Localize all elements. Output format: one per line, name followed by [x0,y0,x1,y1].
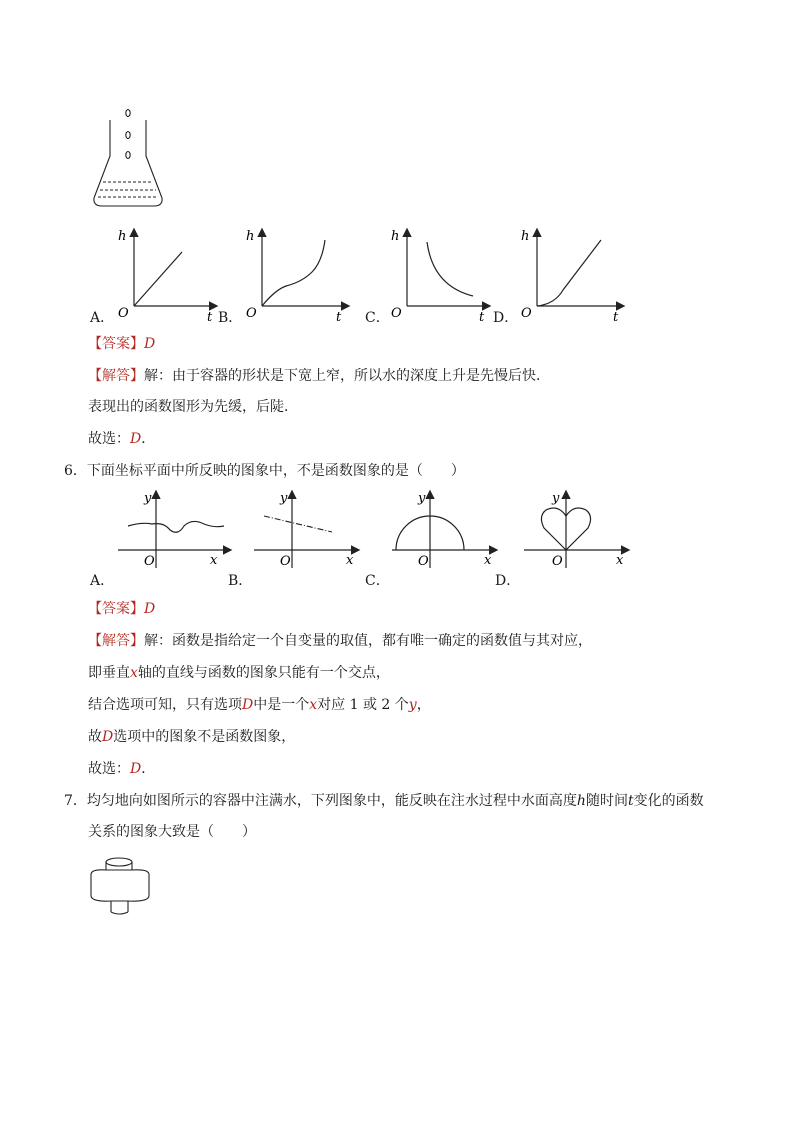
q6-option-c: C． [365,573,390,589]
q5-explain-line-1 [88,366,550,386]
axis-label-y: y [552,491,560,506]
q5-option-d: D． [493,310,519,326]
axis-label-y: y [144,491,152,506]
origin-label: O [391,306,402,321]
variable-y: y [408,697,417,713]
conclusion-label: 故选： [88,761,130,777]
q6-graph-a [112,488,237,572]
answer-value: D [144,601,156,617]
explain-text: 解：由于容器的形状是下宽上窄，所以水的深度上升是先慢后快． [144,368,550,384]
q6-graph-d [520,488,635,572]
q5-graph-a [112,224,222,324]
axis-label-h: h [246,229,255,244]
q6-explain-line-1 [88,631,592,651]
axis-label-t: t [336,310,342,324]
conclusion-answer: D [130,431,142,447]
axis-label-t: t [207,310,213,324]
axis-label-x: x [210,553,218,568]
q7-stem-line-1 [64,791,704,811]
question-text: 均匀地向如图所示的容器中注满水，下列图象中，能反映在注水过程中水面高度 [86,793,577,809]
q6-stem [64,461,465,481]
explain-text: 对应 1 或 2 个 [317,697,409,713]
q6-explain-line-4 [88,727,295,747]
explain-text: ， [416,697,431,713]
conclusion-period: ． [141,761,156,777]
explain-text: 结合选项可知，只有选项 [88,697,242,713]
q7-stem-line-2: 关系的图象大致是（ ） [88,824,256,840]
explain-text: 解：函数是指给定一个自变量的取值，都有唯一确定的函数值与其对应， [144,633,592,649]
variable-t: t [627,793,634,809]
q6-graph-b [250,488,365,572]
question-text: 变化的函数 [633,793,704,809]
question-number: 7． [64,793,87,809]
axis-label-x: x [616,553,624,568]
q6-answer-line [88,599,155,619]
axis-label-t: t [613,310,619,324]
conclusion-answer: D [130,761,142,777]
q5-graph-d [515,224,630,324]
conclusion-label: 故选： [88,431,130,447]
q5-explain-line-2: 表现出的函数图形为先缓，后陡． [88,399,298,415]
q6-explain-line-3 [88,695,431,715]
container-figure [86,852,156,920]
explain-tag: 【解答】 [88,633,144,649]
origin-label: O [144,554,155,569]
q5-graph-c [385,224,495,324]
axis-label-y: y [280,491,288,506]
explain-text: 故 [88,729,102,745]
axis-label-x: x [346,553,354,568]
origin-label: O [280,554,291,569]
axis-label-h: h [391,229,400,244]
q5-option-b: B． [218,310,243,326]
q5-conclusion [88,429,155,449]
axis-label-y: y [418,491,426,506]
conclusion-period: ． [141,431,156,447]
question-text: 下面坐标平面中所反映的图象中，不是函数图象的是（ ） [86,463,465,479]
explain-text: 轴的直线与函数的图象只能有一个交点， [137,665,390,681]
option-d-ref: D [242,697,254,713]
variable-h: h [576,793,586,809]
question-text: 随时间 [585,793,628,809]
axis-label-h: h [521,229,530,244]
flask-figure [88,104,168,212]
axis-label-t: t [479,310,485,324]
explain-tag: 【解答】 [88,368,144,384]
q6-option-a: A． [90,573,115,589]
question-number: 6． [64,463,87,479]
origin-label: O [552,554,563,569]
explain-text: 中是一个 [253,697,310,713]
q5-option-c: C． [365,310,390,326]
option-d-ref: D [102,729,114,745]
origin-label: O [246,306,257,321]
origin-label: O [521,306,532,321]
q6-option-b: B． [228,573,253,589]
origin-label: O [118,306,129,321]
answer-tag: 【答案】 [88,601,144,617]
q6-option-d: D． [495,573,521,589]
answer-value: D [144,336,156,352]
answer-tag: 【答案】 [88,336,144,352]
q6-conclusion [88,759,155,779]
axis-label-x: x [484,553,492,568]
q5-answer-line [88,334,155,354]
q5-graph-b [240,224,355,324]
variable-x: x [130,665,138,681]
origin-label: O [418,554,429,569]
axis-label-h: h [118,229,127,244]
explain-text: 即垂直 [88,665,130,681]
q5-option-a: A． [90,310,115,326]
q6-explain-line-2 [88,663,390,683]
explain-text: 选项中的图象不是函数图象， [113,729,296,745]
variable-x: x [309,697,318,713]
q6-graph-c [388,488,503,572]
